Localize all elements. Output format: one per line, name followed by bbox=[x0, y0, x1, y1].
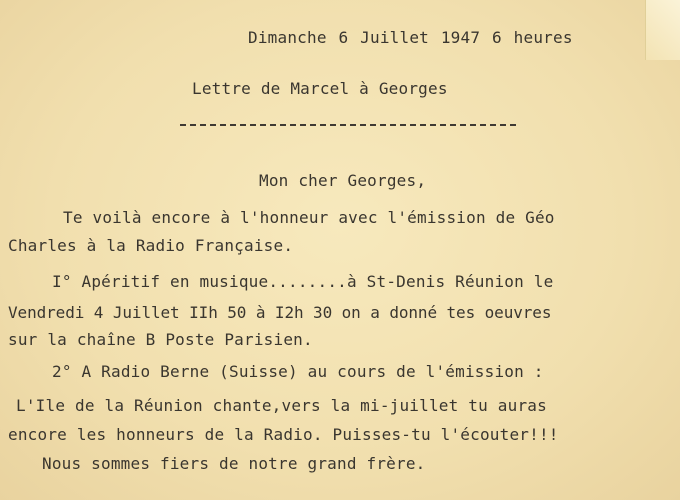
salutation: Mon cher Georges, bbox=[259, 171, 427, 190]
title-underline bbox=[180, 124, 516, 126]
letter-line-1: Te voilà encore à l'honneur avec l'émission de Géo bbox=[63, 208, 555, 227]
letter-line-6: 2° A Radio Berne (Suisse) au cours de l'émission : bbox=[52, 362, 544, 381]
letter-line-4: Vendredi 4 Juillet IIh 50 à I2h 30 on a donné tes oeuvres bbox=[8, 303, 552, 322]
folded-corner bbox=[645, 0, 680, 60]
letter-title: Lettre de Marcel à Georges bbox=[192, 79, 448, 98]
date-line: Dimanche 6 Juillet 1947 6 heures bbox=[248, 28, 573, 47]
letter-line-8: encore les honneurs de la Radio. Puisses-tu l'écouter!!! bbox=[8, 425, 559, 444]
letter-line-2: Charles à la Radio Française. bbox=[8, 236, 294, 255]
letter-line-3: I° Apéritif en musique........à St-Denis Réunion le bbox=[52, 272, 554, 291]
letter-line-7: L'Ile de la Réunion chante,vers la mi-juillet tu auras bbox=[16, 396, 547, 415]
letter-line-9: Nous sommes fiers de notre grand frère. bbox=[42, 454, 426, 473]
letter-line-5: sur la chaîne B Poste Parisien. bbox=[8, 330, 313, 349]
